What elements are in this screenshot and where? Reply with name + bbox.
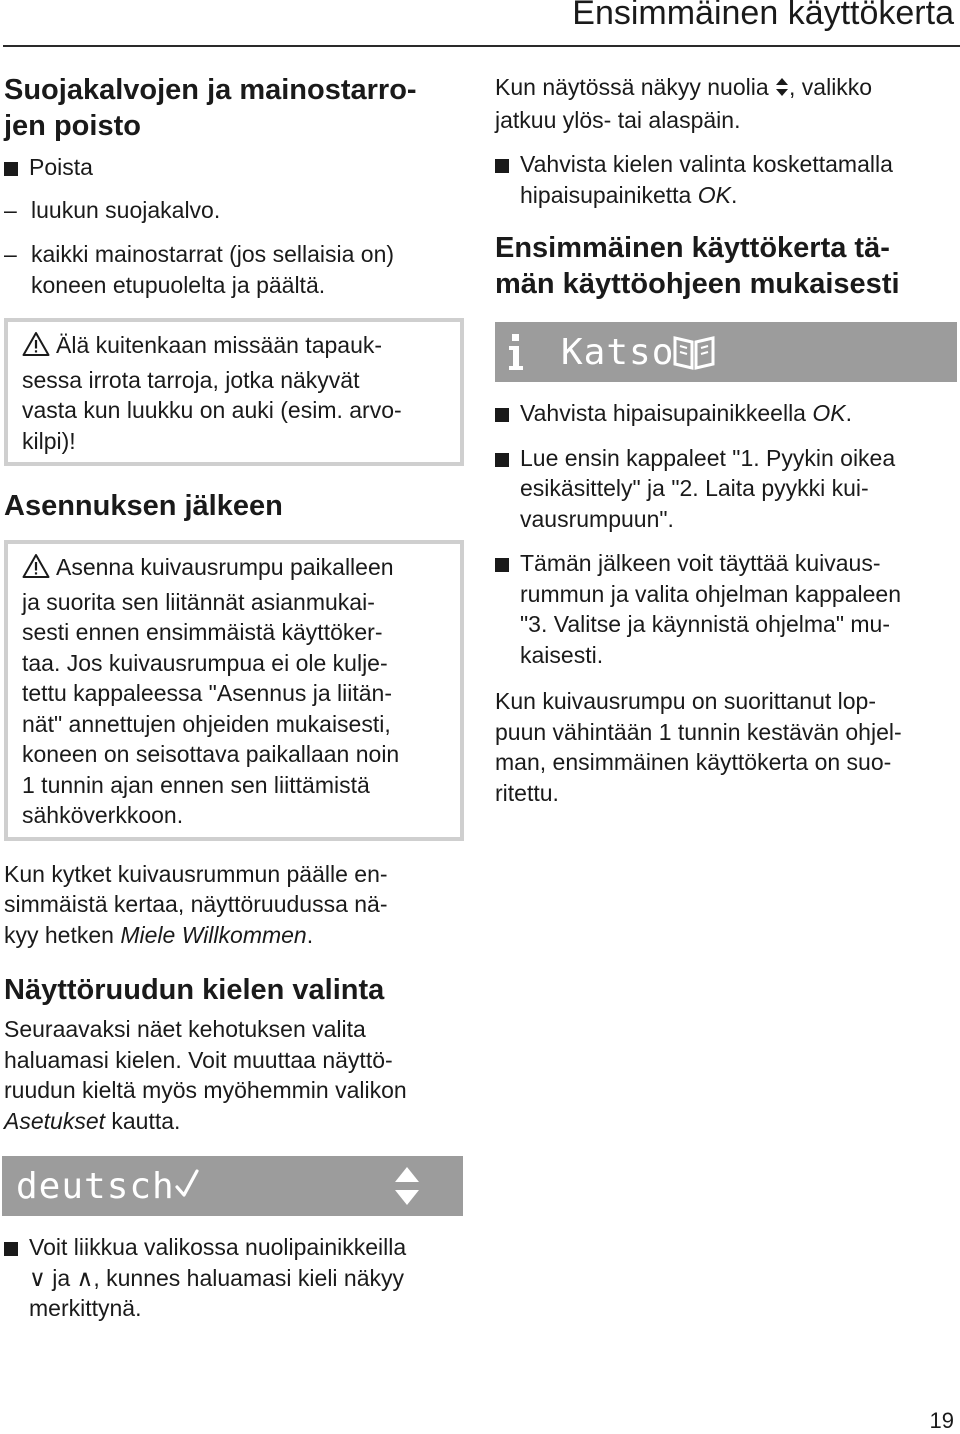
header-divider	[3, 45, 960, 47]
paragraph-first-power-on: Kun kytket kuivausrummun päälle en- simmäistä kertaa, näyttöruudussa nä- kyy hetken Miele Willkommen.	[4, 860, 388, 948]
bullet-confirm-language: Vahvista kielen valinta koskettamalla hipaisupainiketta OK.	[495, 149, 957, 210]
checkmark-icon	[174, 1168, 200, 1205]
bullet-navigate-languages: Voit liikkua valikossa nuolipainikkeilla ∨ ja ∧, kunnes haluamasi kieli näkyy merkittynä.	[4, 1232, 464, 1324]
page-number: 19	[929, 1408, 954, 1433]
section-heading-protective-film: Suojakalvojen ja mainostarro- jen poisto	[4, 74, 417, 142]
section-heading-language-selection: Näyttöruudun kielen valinta	[4, 974, 385, 1006]
display-katso-screen	[495, 322, 957, 382]
section-heading-after-installation: Asennuksen jälkeen	[4, 490, 283, 522]
paragraph-first-use-complete: Kun kuivausrumpu on suorittanut lop- puun vähintään 1 tunnin kestävän ohjel- man, ensimmäinen käyttökerta on suo- ritettu.	[495, 688, 902, 806]
paragraph-language-intro: Seuraavaksi näet kehotuksen valita haluamasi kielen. Voit muuttaa näyttö- ruudun kieltä myös myöhemmin valikon Asetukset kautta.	[4, 1016, 407, 1134]
section-heading-first-use-manual: Ensimmäinen käyttökerta tä- män käyttöohjeen mukaisesti	[495, 232, 900, 300]
right-column	[495, 70, 957, 808]
bullet-fill-drum: Tämän jälkeen voit täyttää kuivaus- rummun ja valita ohjelman kappaleen "3. Valitse ja käynnistä ohjelma" mu- kaisesti.	[495, 548, 957, 670]
display-language-screen	[2, 1156, 463, 1216]
paragraph-menu-arrows: Kun näytössä näkyy nuolia , valikko jatkuu ylös- tai alaspäin.	[495, 74, 873, 133]
dash-item-door-film: – luukun suojakalvo.	[4, 195, 464, 226]
warning-triangle-icon	[22, 331, 50, 365]
warning-box-stickers: Älä kuitenkaan missään tapauk- sessa irrota tarroja, jotka näkyvät vasta kun luukku on auki (esim. arvo- kilpi)!	[4, 318, 464, 466]
bullet-remove: Poista	[4, 152, 464, 183]
bullet-read-chapters: Lue ensin kappaleet "1. Pyykin oikea esikäsittely" ja "2. Laita pyykki kui- vausrumpuun".	[495, 443, 957, 535]
warning-box-installation: Asenna kuivausrumpu paikalleen ja suorita sen liitännät asianmukai- sesti ennen ensimmäistä käyttöker- taa. Jos kuivausrumpua ei ole kulje- tettu kappaleessa "Asennus ja liitän- nät" annettujen ohjeiden mukaisesti, koneen on seisottava paikallaan noin 1 tunnin ajan ennen sen liittämistä sähköverkkoon.	[4, 540, 464, 841]
left-column	[4, 70, 464, 1324]
page-header-title: Ensimmäinen käyttökerta	[572, 0, 954, 32]
up-down-arrows-icon	[775, 74, 789, 105]
display-katso-label: Katso	[561, 332, 675, 373]
warning-triangle-icon	[22, 553, 50, 587]
display-language-value: deutsch	[16, 1166, 175, 1207]
info-icon	[507, 332, 525, 377]
up-down-arrows-icon	[392, 1164, 422, 1213]
book-icon	[671, 334, 717, 375]
dash-item-stickers: – kaikki mainostarrat (jos sellaisia on) koneen etupuolelta ja päältä.	[4, 239, 464, 300]
bullet-confirm-ok: Vahvista hipaisupainikkeella OK.	[495, 398, 957, 429]
